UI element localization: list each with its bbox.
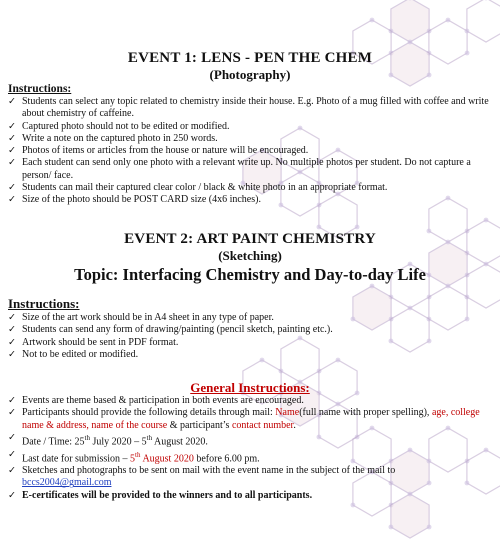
general-instructions-heading: General Instructions: [190, 380, 310, 395]
event2-title: EVENT 2: ART PAINT CHEMISTRY [124, 231, 376, 247]
check-icon: ✓ [8, 132, 16, 144]
list-item: ✓ Participants should provide the following details through mail: Name(full name with proper spelling), age, college name & address, name of the course & participant’s contact number. [8, 407, 480, 431]
event1-instructions-list [8, 96, 494, 207]
event1-subtitle: (Photography) [209, 67, 291, 82]
check-icon: ✓ [8, 96, 16, 107]
list-item: ✓ Students can mail their captured clear color / black & white photo in an appropriate format. [8, 182, 388, 194]
list-item: ✓ Students can send any form of drawing/painting (pencil sketch, painting etc.). [8, 324, 333, 336]
check-icon: ✓ [8, 407, 16, 419]
list-item: ✓ Events are theme based & participation in both events are encouraged. [8, 395, 304, 406]
check-icon: ✓ [8, 324, 16, 336]
list-item: ✓ Size of the photo should be POST CARD size (4x6 inches). [8, 194, 261, 206]
check-icon: ✓ [8, 194, 16, 206]
list-item: ✓ Date / Time: 25th July 2020 – 5th August 2020. [8, 431, 208, 448]
check-icon: ✓ [8, 431, 16, 443]
list-item: ✓ Artwork should be sent in PDF format. [8, 336, 179, 348]
check-icon: ✓ [8, 182, 16, 194]
event1-title: EVENT 1: LENS - PEN THE CHEM [127, 50, 373, 66]
event2-instructions-list [8, 312, 494, 361]
check-icon: ✓ [8, 489, 16, 501]
event2-instructions-heading: Instructions: [8, 296, 80, 311]
check-icon: ✓ [8, 348, 16, 360]
check-icon: ✓ [8, 120, 16, 132]
list-item: ✓ Not to be edited or modified. [8, 348, 139, 360]
list-item: ✓ Captured photo should not to be edited or modified. [8, 120, 230, 132]
check-icon: ✓ [8, 448, 16, 460]
email-link[interactable]: bccs2004@gmail.com [22, 477, 112, 489]
list-item: ✓ E-certificates will be provided to the winners and to all participants. [8, 489, 313, 501]
list-item: ✓ Each student can send only one photo with a relevant write up. No multiple photos per student. Do not capture a person/ face. [8, 157, 471, 181]
list-item: ✓ Write a note on the captured photo in 250 words. [8, 132, 218, 144]
check-icon: ✓ [8, 145, 16, 157]
list-item: ✓ Last date for submission – 5th August 2020 before 6.00 pm. [8, 448, 260, 464]
list-item: ✓ Size of the art work should be in A4 sheet in any type of paper. [8, 312, 274, 323]
check-icon: ✓ [8, 395, 16, 406]
list-item: ✓ Photos of items or articles from the house or nature will be encouraged. [8, 145, 309, 157]
check-icon: ✓ [8, 312, 16, 323]
event2-subtitle: (Sketching) [218, 248, 282, 263]
list-item: ✓ Students can select any topic related to chemistry inside their house. E.g. Photo of a mug filled with coffee and write about chemistry of caffeine. [8, 96, 489, 120]
event2-topic: Topic: Interfacing Chemistry and Day-to-day Life [74, 265, 426, 284]
check-icon: ✓ [8, 465, 16, 477]
check-icon: ✓ [8, 336, 16, 348]
check-icon: ✓ [8, 157, 16, 169]
event1-instructions-heading: Instructions: [8, 83, 72, 95]
list-item: ✓ Sketches and photographs to be sent on mail with the event name in the subject of the mail to bccs2004@gmail.com [8, 465, 396, 489]
general-instructions-list [8, 395, 494, 502]
